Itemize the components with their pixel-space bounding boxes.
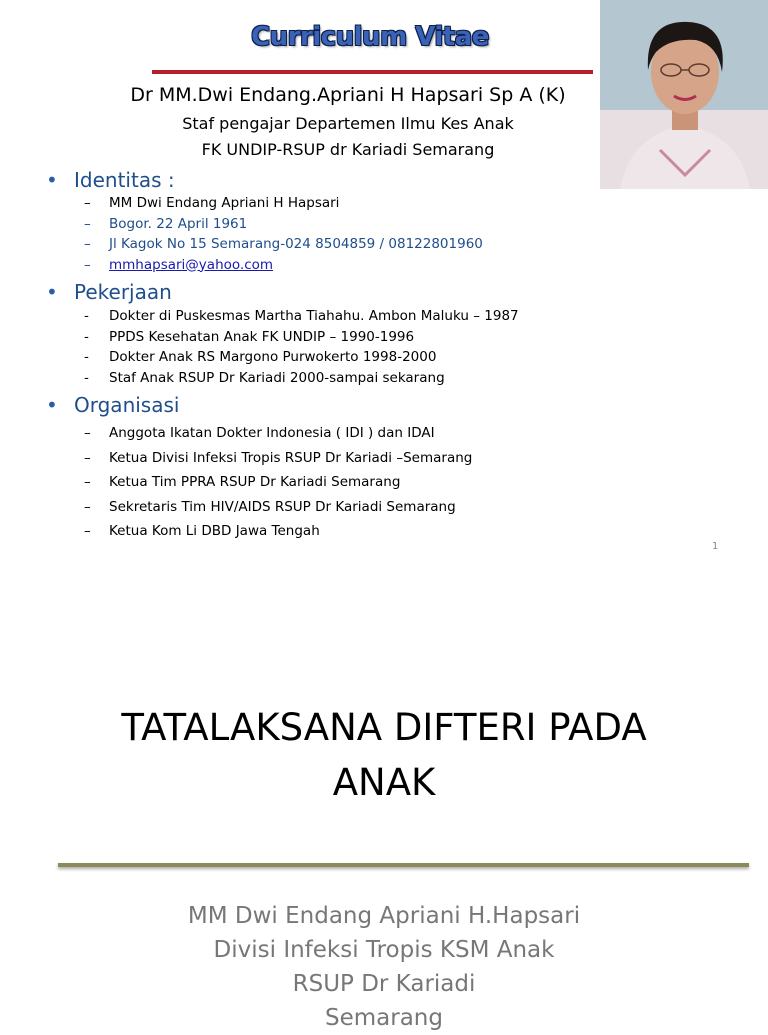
pekerjaan-list xyxy=(84,306,519,388)
dash-marker: – xyxy=(84,425,91,441)
job-item: Staf Anak RSUP Dr Kariadi 2000-sampai sekarang xyxy=(109,369,445,386)
section-heading-text: Identitas : xyxy=(74,168,175,192)
list-item xyxy=(84,368,519,389)
identitas-name: MM Dwi Endang Apriani H Hapsari xyxy=(109,195,340,211)
section-pekerjaan-heading xyxy=(46,280,172,304)
presentation-title xyxy=(0,700,768,810)
dash-marker: – xyxy=(84,195,91,211)
list-item xyxy=(84,306,519,327)
dash-marker: - xyxy=(84,369,89,386)
dash-marker: – xyxy=(84,236,91,252)
bullet-icon: • xyxy=(46,280,58,304)
title-underline xyxy=(152,70,593,74)
subtitle-line-2: FK UNDIP-RSUP dr Kariadi Semarang xyxy=(201,140,495,159)
organisasi-list xyxy=(84,423,472,546)
list-item xyxy=(84,497,472,522)
title-divider xyxy=(58,863,749,867)
author-division: Divisi Infeksi Tropis KSM Anak xyxy=(213,937,555,963)
title-slide xyxy=(0,565,768,1031)
author-block xyxy=(0,899,768,1035)
dash-marker: - xyxy=(84,328,89,345)
dash-marker: – xyxy=(84,215,91,232)
dash-marker: - xyxy=(84,349,89,365)
dash-marker: - xyxy=(84,308,89,324)
dash-marker: – xyxy=(84,474,91,490)
identitas-address: Jl Kagok No 15 Semarang-024 8504859 / 08122801960 xyxy=(109,236,483,252)
org-item: Ketua Tim PPRA RSUP Dr Kariadi Semarang xyxy=(109,474,401,490)
section-organisasi-heading xyxy=(46,393,179,417)
dash-marker: – xyxy=(84,256,91,273)
bullet-icon: • xyxy=(46,168,58,192)
identitas-birth: Bogor. 22 April 1961 xyxy=(109,215,248,232)
list-item xyxy=(84,255,483,276)
list-item xyxy=(84,234,483,255)
author-hospital: RSUP Dr Kariadi xyxy=(292,971,476,997)
bullet-icon: • xyxy=(46,393,58,417)
job-item: Dokter di Puskesmas Martha Tiahahu. Ambon Maluku – 1987 xyxy=(109,308,519,324)
author-city: Semarang xyxy=(325,1005,443,1031)
list-item xyxy=(84,423,472,448)
list-item xyxy=(84,448,472,473)
author-name: MM Dwi Endang Apriani H.Hapsari xyxy=(187,903,581,929)
dash-marker: – xyxy=(84,523,91,539)
cv-title: Curriculum Vitae xyxy=(251,22,489,52)
list-item xyxy=(84,327,519,348)
job-item: Dokter Anak RS Margono Purwokerto 1998-2000 xyxy=(109,349,437,365)
title-line-2: ANAK xyxy=(332,761,436,804)
doctor-name: Dr MM.Dwi Endang.Apriani H Hapsari Sp A (K) xyxy=(130,84,566,106)
dash-marker: – xyxy=(84,449,91,466)
org-item: Sekretaris Tim HIV/AIDS RSUP Dr Kariadi Semarang xyxy=(109,498,456,515)
list-item xyxy=(84,347,519,368)
identitas-list xyxy=(84,193,483,275)
list-item xyxy=(84,214,483,235)
list-item xyxy=(84,521,472,546)
dash-marker: – xyxy=(84,498,91,515)
section-heading-text: Organisasi xyxy=(74,393,180,417)
list-item xyxy=(84,472,472,497)
job-item: PPDS Kesehatan Anak FK UNDIP – 1990-1996 xyxy=(109,328,415,345)
list-item xyxy=(84,193,483,214)
subtitle-line-1: Staf pengajar Departemen Ilmu Kes Anak xyxy=(182,114,514,133)
org-item: Ketua Divisi Infeksi Tropis RSUP Dr Kariadi –Semarang xyxy=(109,449,473,466)
page-number: 1 xyxy=(712,541,719,552)
org-item: Anggota Ikatan Dokter Indonesia ( IDI ) dan IDAI xyxy=(109,425,435,441)
section-heading-text: Pekerjaan xyxy=(74,280,172,304)
title-line-1: TATALAKSANA DIFTERI PADA xyxy=(121,706,647,749)
email-link[interactable]: mmhapsari@yahoo.com xyxy=(109,256,274,273)
org-item: Ketua Kom Li DBD Jawa Tengah xyxy=(109,523,320,539)
section-identitas-heading xyxy=(46,168,175,192)
